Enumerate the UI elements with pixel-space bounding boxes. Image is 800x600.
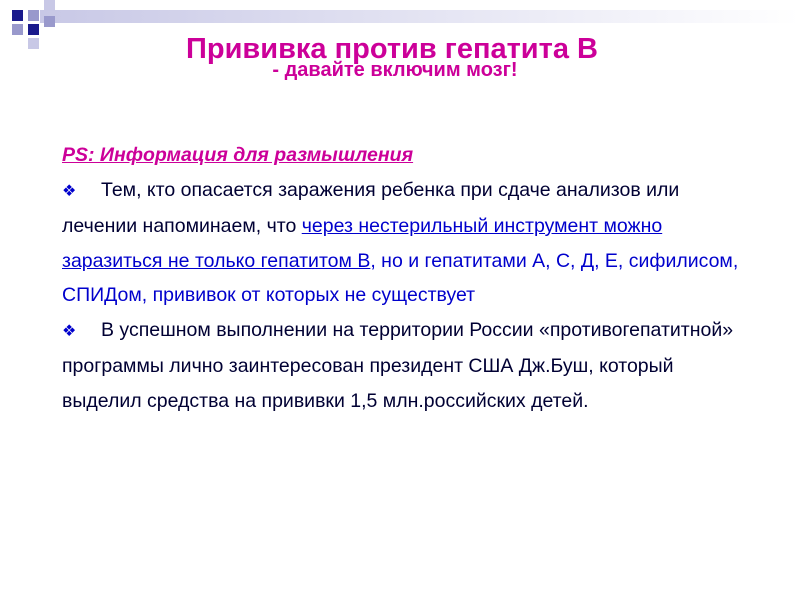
decorative-square [12,10,23,21]
ps-heading-line [62,138,752,173]
diamond-bullet-icon: ❖ [62,322,77,340]
slide-content [62,138,752,418]
bullet-1-link[interactable]: через нестерильный инструмент можно заразиться не только гепатитом В [62,215,663,272]
decorative-square [44,16,55,27]
slide-subtitle: - давайте включим мозг! [272,59,518,81]
bullet-item-2 [62,313,752,419]
diamond-bullet-icon: ❖ [62,182,77,200]
bullet-2-text: В успешном выполнении на территории России «противогепатитной» программы лично заинтересован президент США Дж.Буш, который выделил средства на прививки 1,5 млн.российских детей. [62,318,734,412]
bullet-item-1 [62,173,752,313]
decorative-square [44,0,55,11]
decorative-gradient-bar [40,10,800,23]
title-block [0,32,800,82]
bullet-1-text-end: , но и гепатитами А, С, Д, Е, сифилисом, СПИДом, прививок от которых не существует [62,249,739,306]
bullet-1-text-start: Тем, кто опасается заражения ребенка при сдаче анализов или лечении напоминаем, что [62,178,680,237]
ps-heading: PS: Информация для размышления [62,144,414,166]
slide-title: Прививка против гепатита В [186,33,598,65]
decorative-square [28,10,39,21]
